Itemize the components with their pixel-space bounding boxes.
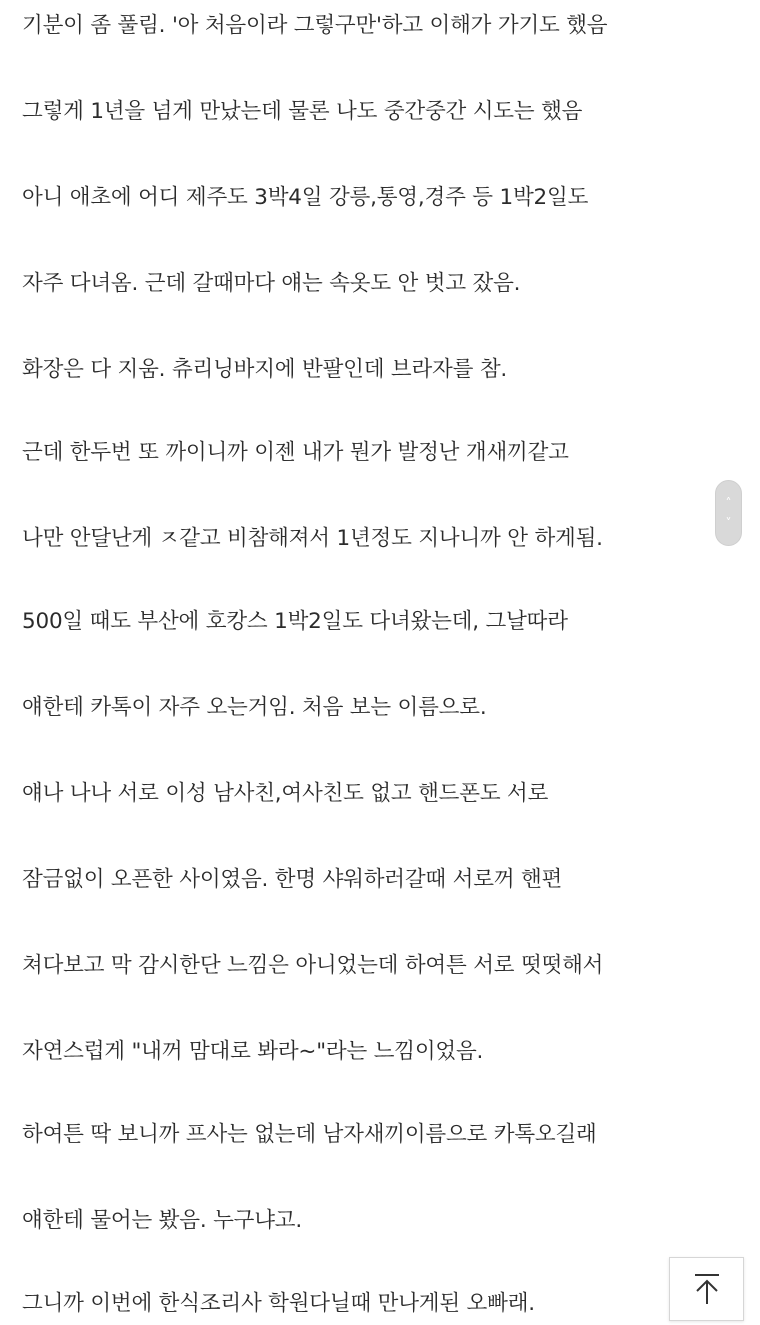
chevron-down-icon: ˅ [725,516,732,530]
article-line: 기분이 좀 풀림. '아 처음이라 그렇구만'하고 이해가 가기도 했음 [22,13,608,38]
article-line: 그렇게 1년을 넘게 만났는데 물론 나도 중간중간 시도는 했음 [22,99,583,124]
article-line: 자연스럽게 "내꺼 맘대로 봐라~"라는 느낌이었음. [22,1039,484,1064]
article-line: 근데 한두번 또 까이니까 이젠 내가 뭔가 발정난 개새끼같고 [22,440,569,465]
article-line: 얘한테 카톡이 자주 오는거임. 처음 보는 이름으로. [22,695,487,720]
article-line: 쳐다보고 막 감시한단 느낌은 아니었는데 하여튼 서로 떳떳해서 [22,953,604,978]
article-line: 나만 안달난게 ㅈ같고 비참해져서 1년정도 지나니까 안 하게됨. [22,526,603,551]
article-line: 화장은 다 지움. 츄리닝바지에 반팔인데 브라자를 참. [22,357,508,382]
scroll-to-top-button[interactable] [669,1257,744,1321]
article-line: 500일 때도 부산에 호캉스 1박2일도 다녀왔는데, 그날따라 [22,609,568,634]
article-line: 얘나 나나 서로 이성 남사친,여사친도 없고 핸드폰도 서로 [22,781,549,806]
article-line: 자주 다녀옴. 근데 갈때마다 얘는 속옷도 안 벗고 잤음. [22,271,521,296]
article-line: 그니까 이번에 한식조리사 학원다닐때 만나게된 오빠래. [22,1291,535,1316]
scroll-handle[interactable] [715,480,742,546]
chevron-up-icon: ˄ [725,496,732,510]
article-line: 잠금없이 오픈한 사이였음. 한명 샤워하러갈때 서로꺼 핸편 [22,867,563,892]
arrow-up-to-top-icon [692,1272,722,1306]
article-line: 하여튼 딱 보니까 프사는 없는데 남자새끼이름으로 카톡오길래 [22,1122,597,1147]
article-line: 아니 애초에 어디 제주도 3박4일 강릉,통영,경주 등 1박2일도 [22,185,589,210]
article-line: 얘한테 물어는 봤음. 누구냐고. [22,1208,303,1233]
